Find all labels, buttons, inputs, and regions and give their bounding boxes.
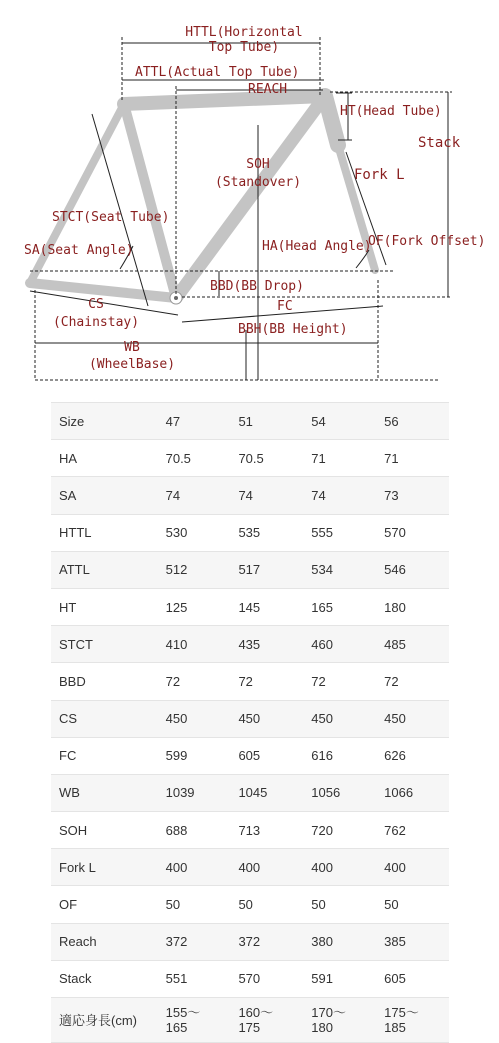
value-cell: 400 (230, 849, 303, 886)
seat-tube (124, 104, 176, 298)
value-cell: 551 (158, 960, 231, 997)
geometry-diagram (0, 0, 499, 392)
value-cell: 400 (303, 849, 376, 886)
value-cell: 591 (303, 960, 376, 997)
value-cell: 485 (376, 626, 449, 663)
row-label-cell: ATTL (51, 551, 158, 588)
row-label-cell: BBD (51, 663, 158, 700)
fc-label: FC (277, 299, 293, 314)
value-cell: 570 (230, 960, 303, 997)
row-label-cell: HTTL (51, 514, 158, 551)
geometry-table-body (51, 403, 449, 1043)
row-label-cell: Stack (51, 960, 158, 997)
wb-label-line1: WB (124, 340, 140, 355)
ht-label: HT(Head Tube) (340, 104, 442, 119)
value-cell: 56 (376, 403, 449, 440)
value-cell: 385 (376, 923, 449, 960)
table-row (51, 440, 449, 477)
value-cell: 165 (303, 588, 376, 625)
value-cell: 74 (158, 477, 231, 514)
row-label-cell: HA (51, 440, 158, 477)
value-cell: 410 (158, 626, 231, 663)
httl-label-line1: HTTL(Horizontal (185, 25, 303, 40)
row-label-cell: SOH (51, 812, 158, 849)
table-row (51, 588, 449, 625)
value-cell: 605 (230, 737, 303, 774)
table-row (51, 998, 449, 1043)
value-cell: 720 (303, 812, 376, 849)
row-label-cell: STCT (51, 626, 158, 663)
value-cell: 50 (376, 886, 449, 923)
value-cell: 372 (158, 923, 231, 960)
httl-label-line2: Top Tube) (208, 40, 280, 55)
table-row (51, 923, 449, 960)
value-cell: 155〜 165 (158, 998, 231, 1043)
row-label-cell: CS (51, 700, 158, 737)
ha-label: HA(Head Angle) (262, 239, 372, 254)
value-cell: 50 (303, 886, 376, 923)
top-tube (124, 96, 325, 104)
row-label-cell: SA (51, 477, 158, 514)
value-cell: 180 (376, 588, 449, 625)
value-cell: 145 (230, 588, 303, 625)
value-cell: 688 (158, 812, 231, 849)
value-cell: 175〜 185 (376, 998, 449, 1043)
frame-diagram-svg (0, 0, 499, 392)
value-cell: 762 (376, 812, 449, 849)
value-cell: 74 (303, 477, 376, 514)
value-cell: 54 (303, 403, 376, 440)
value-cell: 72 (303, 663, 376, 700)
value-cell: 713 (230, 812, 303, 849)
value-cell: 372 (230, 923, 303, 960)
table-row (51, 626, 449, 663)
table-row (51, 774, 449, 811)
row-label-cell: Fork L (51, 849, 158, 886)
value-cell: 512 (158, 551, 231, 588)
row-label-cell: FC (51, 737, 158, 774)
table-row (51, 886, 449, 923)
value-cell: 605 (376, 960, 449, 997)
table-row (51, 403, 449, 440)
frame-tubes (30, 96, 375, 298)
value-cell: 50 (158, 886, 231, 923)
chain-stay (30, 283, 176, 298)
stack-label: Stack (418, 135, 461, 151)
stct-label: STCT(Seat Tube) (52, 210, 170, 225)
value-cell: 74 (230, 477, 303, 514)
value-cell: 599 (158, 737, 231, 774)
table-row (51, 477, 449, 514)
table-row (51, 551, 449, 588)
value-cell: 72 (230, 663, 303, 700)
value-cell: 50 (230, 886, 303, 923)
value-cell: 450 (158, 700, 231, 737)
value-cell: 626 (376, 737, 449, 774)
geometry-table (51, 402, 449, 1043)
sa-label: SA(Seat Angle) (24, 243, 134, 258)
value-cell: 170〜 180 (303, 998, 376, 1043)
value-cell: 73 (376, 477, 449, 514)
value-cell: 450 (303, 700, 376, 737)
table-row (51, 812, 449, 849)
value-cell: 400 (376, 849, 449, 886)
value-cell: 72 (158, 663, 231, 700)
value-cell: 51 (230, 403, 303, 440)
soh-label-line1: SOH (246, 157, 270, 172)
row-label-cell: Size (51, 403, 158, 440)
head-tube (325, 96, 338, 145)
cs-label-line1: CS (88, 297, 104, 312)
wb-label-line2: (WheelBase) (88, 357, 176, 372)
value-cell: 72 (376, 663, 449, 700)
value-cell: 460 (303, 626, 376, 663)
row-label-cell: Reach (51, 923, 158, 960)
table-row (51, 849, 449, 886)
value-cell: 380 (303, 923, 376, 960)
of-label: OF(Fork Offset) (368, 234, 486, 249)
value-cell: 570 (376, 514, 449, 551)
value-cell: 125 (158, 588, 231, 625)
cs-label-line2: (Chainstay) (52, 315, 140, 330)
value-cell: 400 (158, 849, 231, 886)
table-row (51, 700, 449, 737)
value-cell: 1056 (303, 774, 376, 811)
table-row (51, 960, 449, 997)
table-row (51, 737, 449, 774)
table-row (51, 663, 449, 700)
table-row (51, 514, 449, 551)
row-label-cell: HT (51, 588, 158, 625)
row-label-cell: OF (51, 886, 158, 923)
value-cell: 47 (158, 403, 231, 440)
bbd-label: BBD(BB Drop) (210, 279, 304, 294)
fork-length-label: Fork L (354, 167, 405, 183)
attl-label: ATTL(Actual Top Tube) (135, 65, 300, 80)
value-cell: 555 (303, 514, 376, 551)
value-cell: 450 (230, 700, 303, 737)
value-cell: 1066 (376, 774, 449, 811)
value-cell: 530 (158, 514, 231, 551)
bbh-label: BBH(BB Height) (238, 322, 348, 337)
value-cell: 160〜 175 (230, 998, 303, 1043)
reach-label: REACH (248, 82, 288, 97)
value-cell: 71 (376, 440, 449, 477)
value-cell: 546 (376, 551, 449, 588)
down-tube (176, 96, 325, 298)
value-cell: 435 (230, 626, 303, 663)
value-cell: 616 (303, 737, 376, 774)
value-cell: 71 (303, 440, 376, 477)
value-cell: 1039 (158, 774, 231, 811)
bottom-bracket-center (174, 296, 178, 300)
value-cell: 535 (230, 514, 303, 551)
value-cell: 70.5 (230, 440, 303, 477)
value-cell: 1045 (230, 774, 303, 811)
row-label-cell: 適応身長(cm) (51, 998, 158, 1043)
value-cell: 534 (303, 551, 376, 588)
value-cell: 70.5 (158, 440, 231, 477)
soh-label-line2: (Standover) (214, 175, 302, 190)
row-label-cell: WB (51, 774, 158, 811)
value-cell: 450 (376, 700, 449, 737)
value-cell: 517 (230, 551, 303, 588)
